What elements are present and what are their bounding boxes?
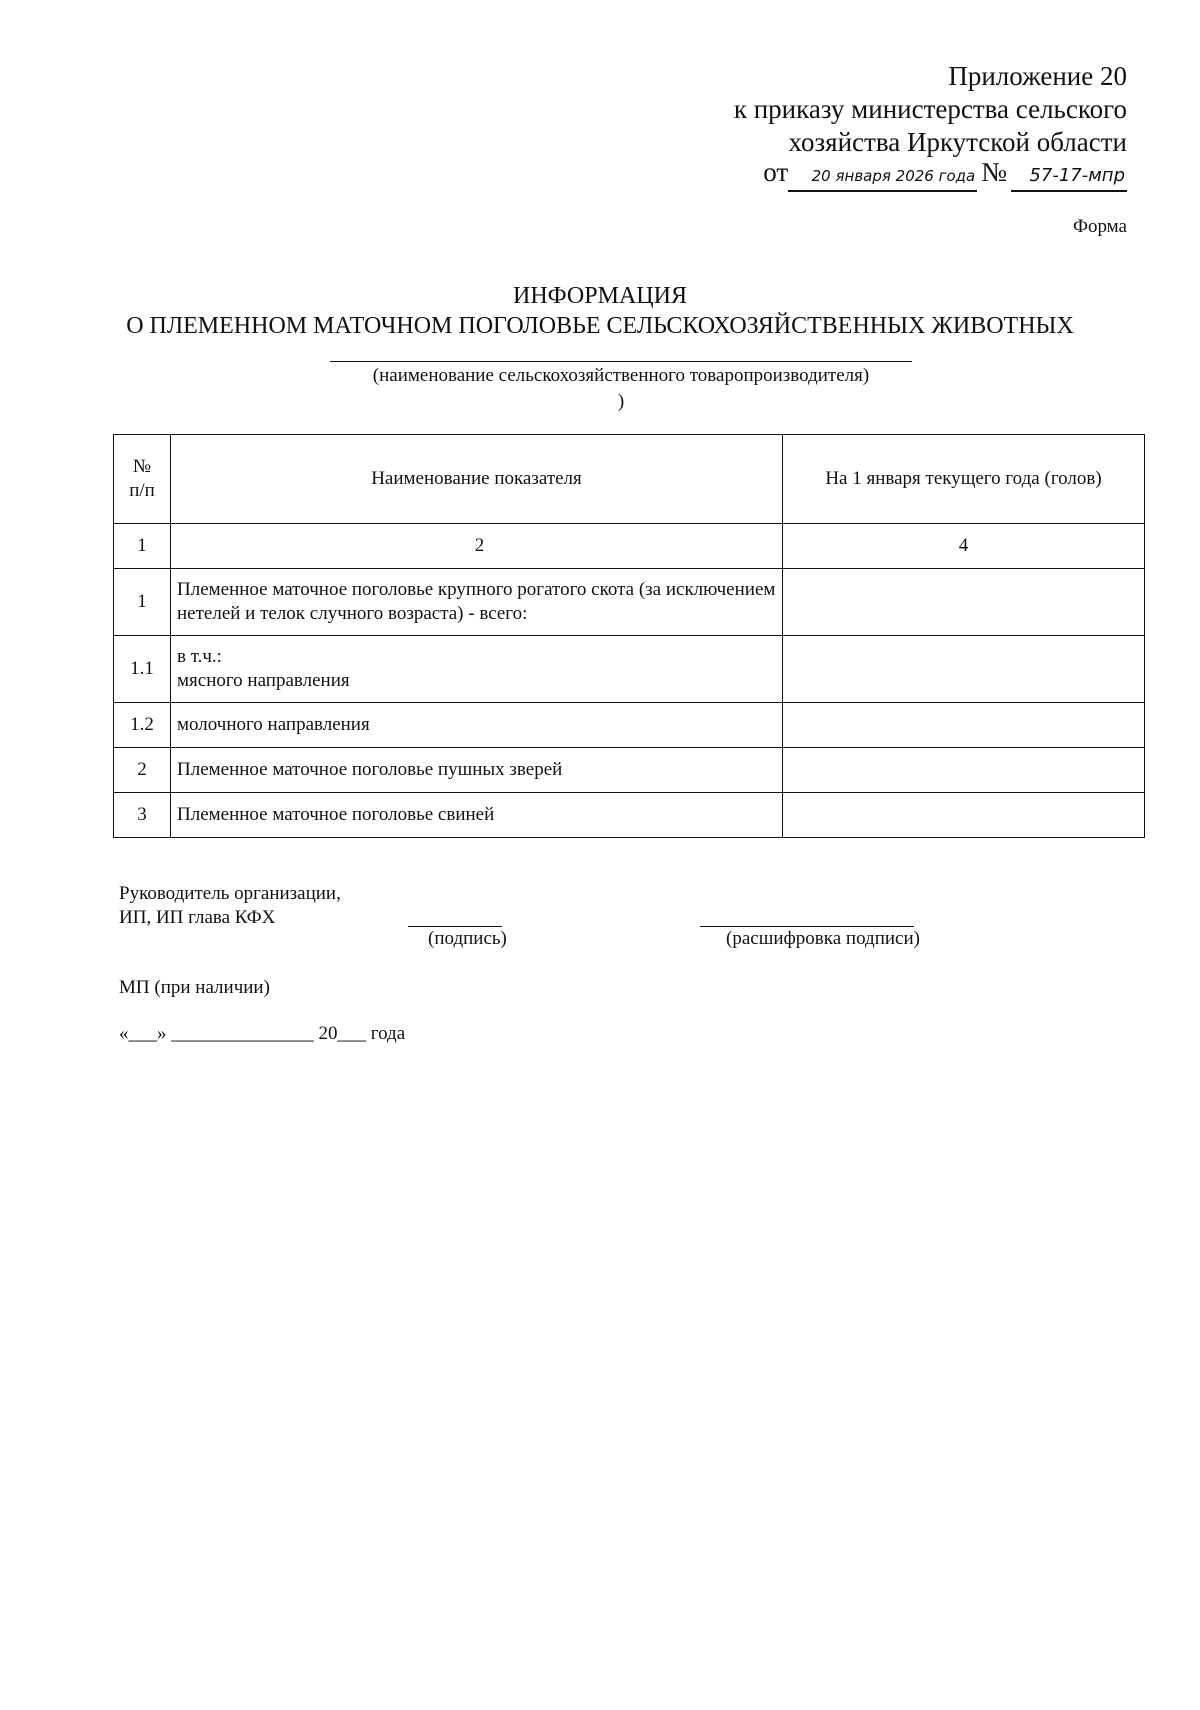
row-number: 2 (114, 748, 171, 793)
date-prefix: от (763, 157, 789, 187)
document-title: ИНФОРМАЦИЯ (513, 283, 687, 309)
signatory-role-line2: ИП, ИП глава КФХ (119, 907, 276, 928)
column-number: 4 (783, 524, 1145, 569)
table-row (114, 569, 1145, 636)
row-number: 3 (114, 793, 171, 838)
appendix-title: Приложение 20 (948, 61, 1127, 91)
row-indicator: Племенное маточное поголовье свиней (171, 793, 783, 838)
row-value-cell[interactable] (783, 569, 1145, 636)
producer-name-line (330, 361, 912, 362)
row-indicator: Племенное маточное поголовье крупного рогатого скота (за исключением нетелей и телок случного возраста) - всего: (171, 569, 783, 636)
date-fill-line[interactable]: «___» _______________ 20___ года (119, 1023, 406, 1044)
header-number: № п/п (114, 435, 171, 524)
table-row (114, 636, 1145, 703)
row-value-cell[interactable] (783, 793, 1145, 838)
table-header-row (114, 435, 1145, 524)
table-row (114, 703, 1145, 748)
appendix-ministry-line: хозяйства Иркутской области (788, 127, 1127, 157)
header-indicator: Наименование показателя (171, 435, 783, 524)
row-number: 1.1 (114, 636, 171, 703)
row-value-cell[interactable] (783, 636, 1145, 703)
producer-name-caption: (наименование сельскохозяйственного товаропроизводителя) (372, 365, 870, 386)
row-value-cell[interactable] (783, 748, 1145, 793)
handwritten-date: 20 января 2026 года (788, 162, 977, 192)
signature-caption: (подпись) (428, 928, 507, 949)
column-number: 1 (114, 524, 171, 569)
livestock-table (113, 434, 1145, 838)
row-indicator-prefix: в т.ч.: (177, 646, 222, 667)
row-indicator (171, 636, 783, 703)
header-value: На 1 января текущего года (голов) (783, 435, 1145, 524)
number-sign: № (981, 157, 1007, 187)
row-number: 1.2 (114, 703, 171, 748)
column-numbers-row (114, 524, 1145, 569)
appendix-date-number-line (763, 156, 1127, 192)
table-row (114, 748, 1145, 793)
handwritten-number: 57-17-мпр (1011, 162, 1127, 192)
row-indicator: Племенное маточное поголовье пушных зверей (171, 748, 783, 793)
stamp-place-label: МП (при наличии) (119, 977, 270, 998)
form-label: Форма (1072, 216, 1127, 237)
producer-closing-paren: ) (617, 391, 625, 412)
table-row (114, 793, 1145, 838)
row-number: 1 (114, 569, 171, 636)
row-indicator-text: мясного направления (177, 670, 350, 691)
appendix-order-line: к приказу министерства сельского (733, 94, 1127, 124)
signatory-role (119, 882, 341, 930)
signatory-role-line1: Руководитель организации, (119, 883, 341, 904)
signature-decode-line[interactable] (700, 926, 914, 927)
signature-line[interactable] (408, 926, 502, 927)
row-indicator: молочного направления (171, 703, 783, 748)
column-number: 2 (171, 524, 783, 569)
row-value-cell[interactable] (783, 703, 1145, 748)
document-subtitle: О ПЛЕМЕННОМ МАТОЧНОМ ПОГОЛОВЬЕ СЕЛЬСКОХОЗЯЙСТВЕННЫХ ЖИВОТНЫХ (126, 313, 1074, 339)
signature-decode-caption: (расшифровка подписи) (726, 928, 920, 949)
